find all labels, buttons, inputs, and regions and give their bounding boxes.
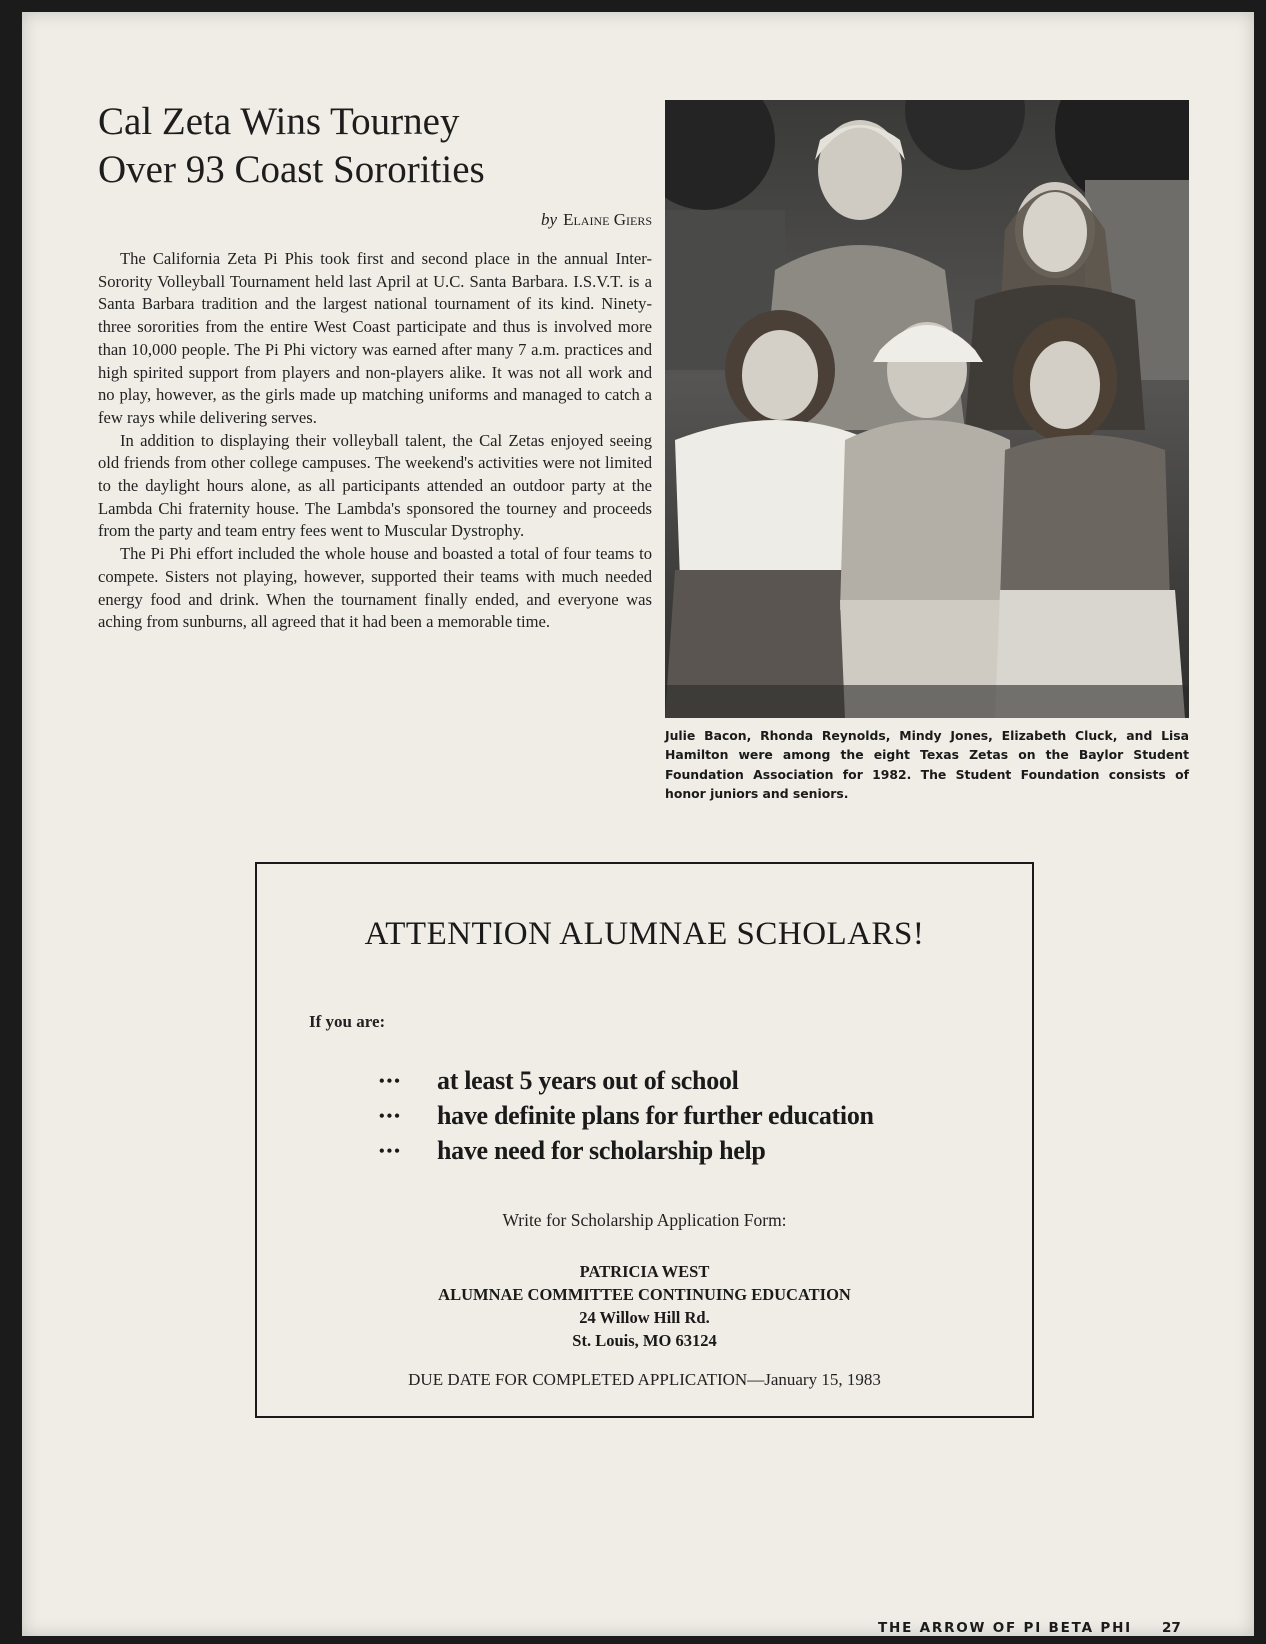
ad-mailing-address xyxy=(257,1260,1032,1352)
ad-intro: If you are: xyxy=(309,1012,386,1031)
bullet-dots-icon: ••• xyxy=(379,1073,402,1090)
byline-prefix: by xyxy=(541,210,558,229)
ad-criteria-item xyxy=(379,1099,874,1134)
group-photo-illustration xyxy=(665,100,1189,718)
ad-due-date: DUE DATE FOR COMPLETED APPLICATION—January 15, 1983 xyxy=(408,1370,881,1389)
byline-author: Elaine Giers xyxy=(563,210,652,229)
ad-criteria-item xyxy=(379,1134,874,1169)
bullet-dots-icon: ••• xyxy=(379,1108,402,1125)
article-body xyxy=(98,248,652,634)
photo-caption: Julie Bacon, Rhonda Reynolds, Mindy Jones, Elizabeth Cluck, and Lisa Hamilton were among the eight Texas Zetas on the Baylor Student Foundation Association for 1982. The Student Foundation consists of honor juniors and seniors. xyxy=(665,728,1189,802)
article-byline xyxy=(98,210,652,230)
page-number: 27 xyxy=(1162,1620,1181,1636)
article-paragraph-3: The Pi Phi effort included the whole house and boasted a total of four teams to compete. Sisters not playing, however, supported their teams with much needed energy food and drink. When the tournament finally ended, and everyone was aching from sunburns, all agreed that it had been a memorable time. xyxy=(98,544,652,632)
address-line: 24 Willow Hill Rd. xyxy=(579,1308,710,1327)
ad-criteria-item xyxy=(379,1064,874,1099)
ad-criteria-text: have need for scholarship help xyxy=(437,1136,766,1165)
bullet-dots-icon: ••• xyxy=(379,1143,402,1160)
ad-criteria-text: at least 5 years out of school xyxy=(437,1066,739,1095)
address-line: ALUMNAE COMMITTEE CONTINUING EDUCATION xyxy=(438,1285,851,1304)
footer-publication: THE ARROW OF PI BETA PHI xyxy=(878,1620,1132,1636)
ad-criteria-text: have definite plans for further education xyxy=(437,1101,874,1130)
scholarship-ad-box xyxy=(255,862,1034,1418)
ad-write-instruction: Write for Scholarship Application Form: xyxy=(502,1210,787,1230)
group-photo xyxy=(665,100,1189,718)
address-line: PATRICIA WEST xyxy=(579,1262,710,1281)
address-line: St. Louis, MO 63124 xyxy=(572,1331,717,1350)
ad-heading: ATTENTION ALUMNAE SCHOLARS! xyxy=(364,916,925,952)
magazine-page xyxy=(22,12,1254,1636)
headline-line-2: Over 93 Coast Sororities xyxy=(98,148,485,191)
article-paragraph-1: The California Zeta Pi Phis took first and second place in the annual Inter-Sorority Volleyball Tournament held last April at U.C. Santa Barbara. I.S.V.T. is a Santa Barbara tradition and the largest national tournament of its kind. Ninety-three sororities from the entire West Coast participate and thus is involved more than 10,000 people. The Pi Phi victory was earned after many 7 a.m. practices and high spirited support from players and non-players alike. It was not all work and no play, however, as the girls made up matching uniforms and managed to catch a few rays while delivering serves. xyxy=(98,249,652,427)
article-paragraph-2: In addition to displaying their volleyball talent, the Cal Zetas enjoyed seeing old friends from other college campuses. The weekend's activities were not limited to the daylight hours alone, as all participants attended an outdoor party at the Lambda Chi fraternity house. The Lambda's sponsored the tourney and proceeds from the party and team entry fees went to Muscular Dystrophy. xyxy=(98,430,652,541)
article-headline xyxy=(98,98,485,194)
ad-criteria-list xyxy=(379,1064,874,1169)
headline-line-1: Cal Zeta Wins Tourney xyxy=(98,100,460,143)
